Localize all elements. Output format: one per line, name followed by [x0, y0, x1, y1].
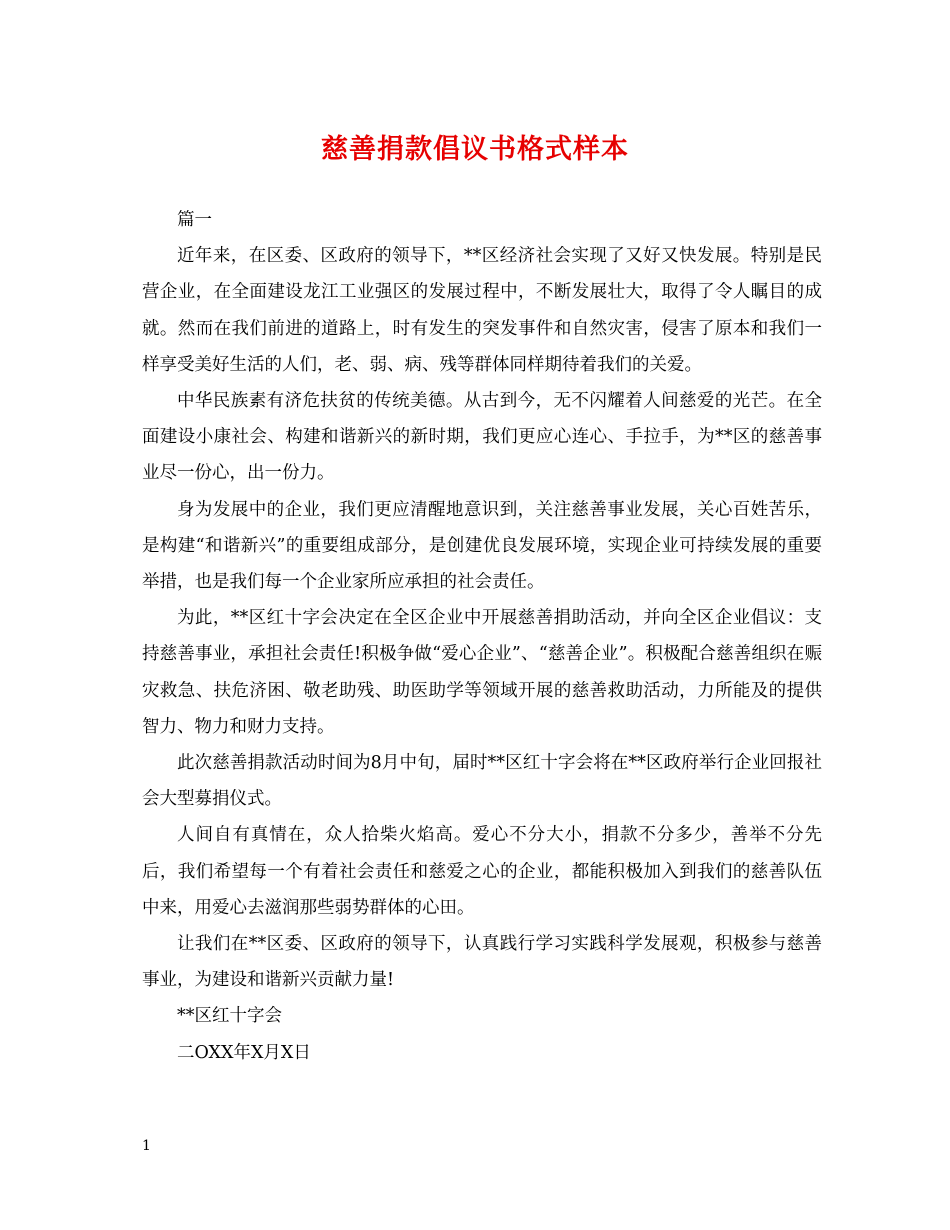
signature-organization: **区红十字会 — [177, 1006, 282, 1027]
page-number: 1 — [142, 1138, 151, 1154]
section-label: 篇一 — [177, 210, 212, 230]
paragraph: 中华民族素有济危扶贫的传统美德。从古到今，无不闪耀着人间慈爱的光芒。在全面建设小康社会、构建和谐新兴的新时期，我们更应心连心、手拉手，为**区的慈善事业尽一份心，出一份力。 — [142, 391, 822, 484]
document-title: 慈善捐款倡议书格式样本 — [321, 134, 629, 165]
paragraph: 为此，**区红十字会决定在全区企业中开展慈善捐助活动，并向全区企业倡议：支持慈善事业，承担社会责任!积极争做“爱心企业”、“慈善企业”。积极配合慈善组织在赈灾救急、扶危济困、敬老助残、助医助学等领域开展的慈善救助活动，力所能及的提供智力、物力和财力支持。 — [142, 608, 822, 737]
paragraph: 让我们在**区委、区政府的领导下，认真践行学习实践科学发展观，积极参与慈善事业，为建设和谐新兴贡献力量! — [142, 934, 822, 991]
paragraph: 此次慈善捐款活动时间为8月中旬，届时**区红十字会将在**区政府举行企业回报社会大型募捐仪式。 — [142, 753, 822, 810]
paragraph: 人间自有真情在，众人拾柴火焰高。爱心不分大小，捐款不分多少，善举不分先后，我们希望每一个有着社会责任和慈爱之心的企业，都能积极加入到我们的慈善队伍中来，用爱心去滋润那些弱势群体的心田。 — [142, 825, 822, 918]
document-body — [142, 202, 822, 1071]
signature-date: 二OXX年X月X日 — [177, 1042, 311, 1063]
paragraph: 近年来，在区委、区政府的领导下，**区经济社会实现了又好又快发展。特别是民营企业，在全面建设龙江工业强区的发展过程中，不断发展壮大，取得了令人瞩目的成就。然而在我们前进的道路上，时有发生的突发事件和自然灾害，侵害了原本和我们一样享受美好生活的人们，老、弱、病、残等群体同样期待着我们的关爱。 — [142, 246, 822, 375]
paragraph: 身为发展中的企业，我们更应清醒地意识到，关注慈善事业发展，关心百姓苦乐，是构建“和谐新兴”的重要组成部分，是创建优良发展环境，实现企业可持续发展的重要举措，也是我们每一个企业家所应承担的社会责任。 — [142, 499, 822, 593]
